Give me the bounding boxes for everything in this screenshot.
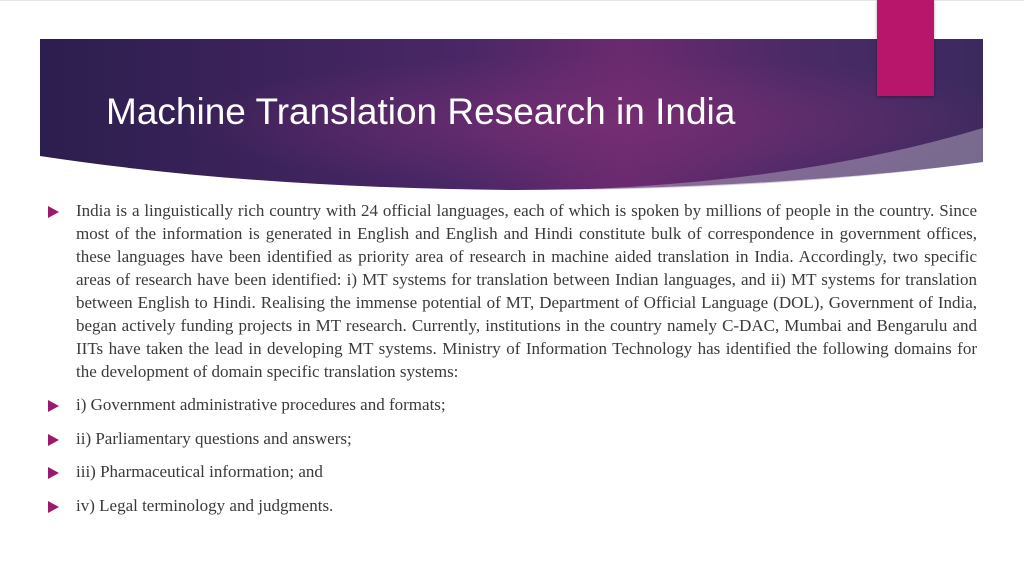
triangle-right-icon xyxy=(48,206,59,218)
bullet-text: iii) Pharmaceutical information; and xyxy=(76,462,323,481)
bullet-item xyxy=(44,427,977,450)
triangle-right-icon xyxy=(48,434,59,446)
bullet-text: i) Government administrative procedures and formats; xyxy=(76,395,446,414)
triangle-right-icon xyxy=(48,501,59,513)
triangle-right-icon xyxy=(48,400,59,412)
slide-title: Machine Translation Research in India xyxy=(106,91,736,132)
bullet-text: iv) Legal terminology and judgments. xyxy=(76,495,334,515)
bullet-item xyxy=(44,199,977,383)
bullet-item xyxy=(44,393,977,416)
bullet-list xyxy=(44,199,977,527)
accent-tab xyxy=(877,0,934,96)
bullet-item xyxy=(44,460,977,483)
bullet-text: India is a linguistically rich country with 24 official languages, each of which is spoken by millions of people in the country. Since most of the information is generated in English and English and Hindi constitute bulk of correspondence in government offices, these languages have been identified as priority area of research in machine aided translation in India. Accordingly, two specific areas of research have been identified: i) MT systems for translation between Indian languages, and ii) MT systems for translation between English to Hindi. Realising the immense potential of MT, Department of Official Language (DOL), Government of India, began actively funding projects in MT research. Currently, institutions in the country namely C-DAC, Mumbai and Bengarulu and IITs have taken the lead in developing MT systems. Ministry of Information Technology has identified the following domains for the development of domain specific translation systems: xyxy=(76,201,977,381)
bullet-text: ii) Parliamentary questions and answers; xyxy=(76,428,352,448)
bullet-item xyxy=(44,494,977,517)
triangle-right-icon xyxy=(48,467,59,479)
